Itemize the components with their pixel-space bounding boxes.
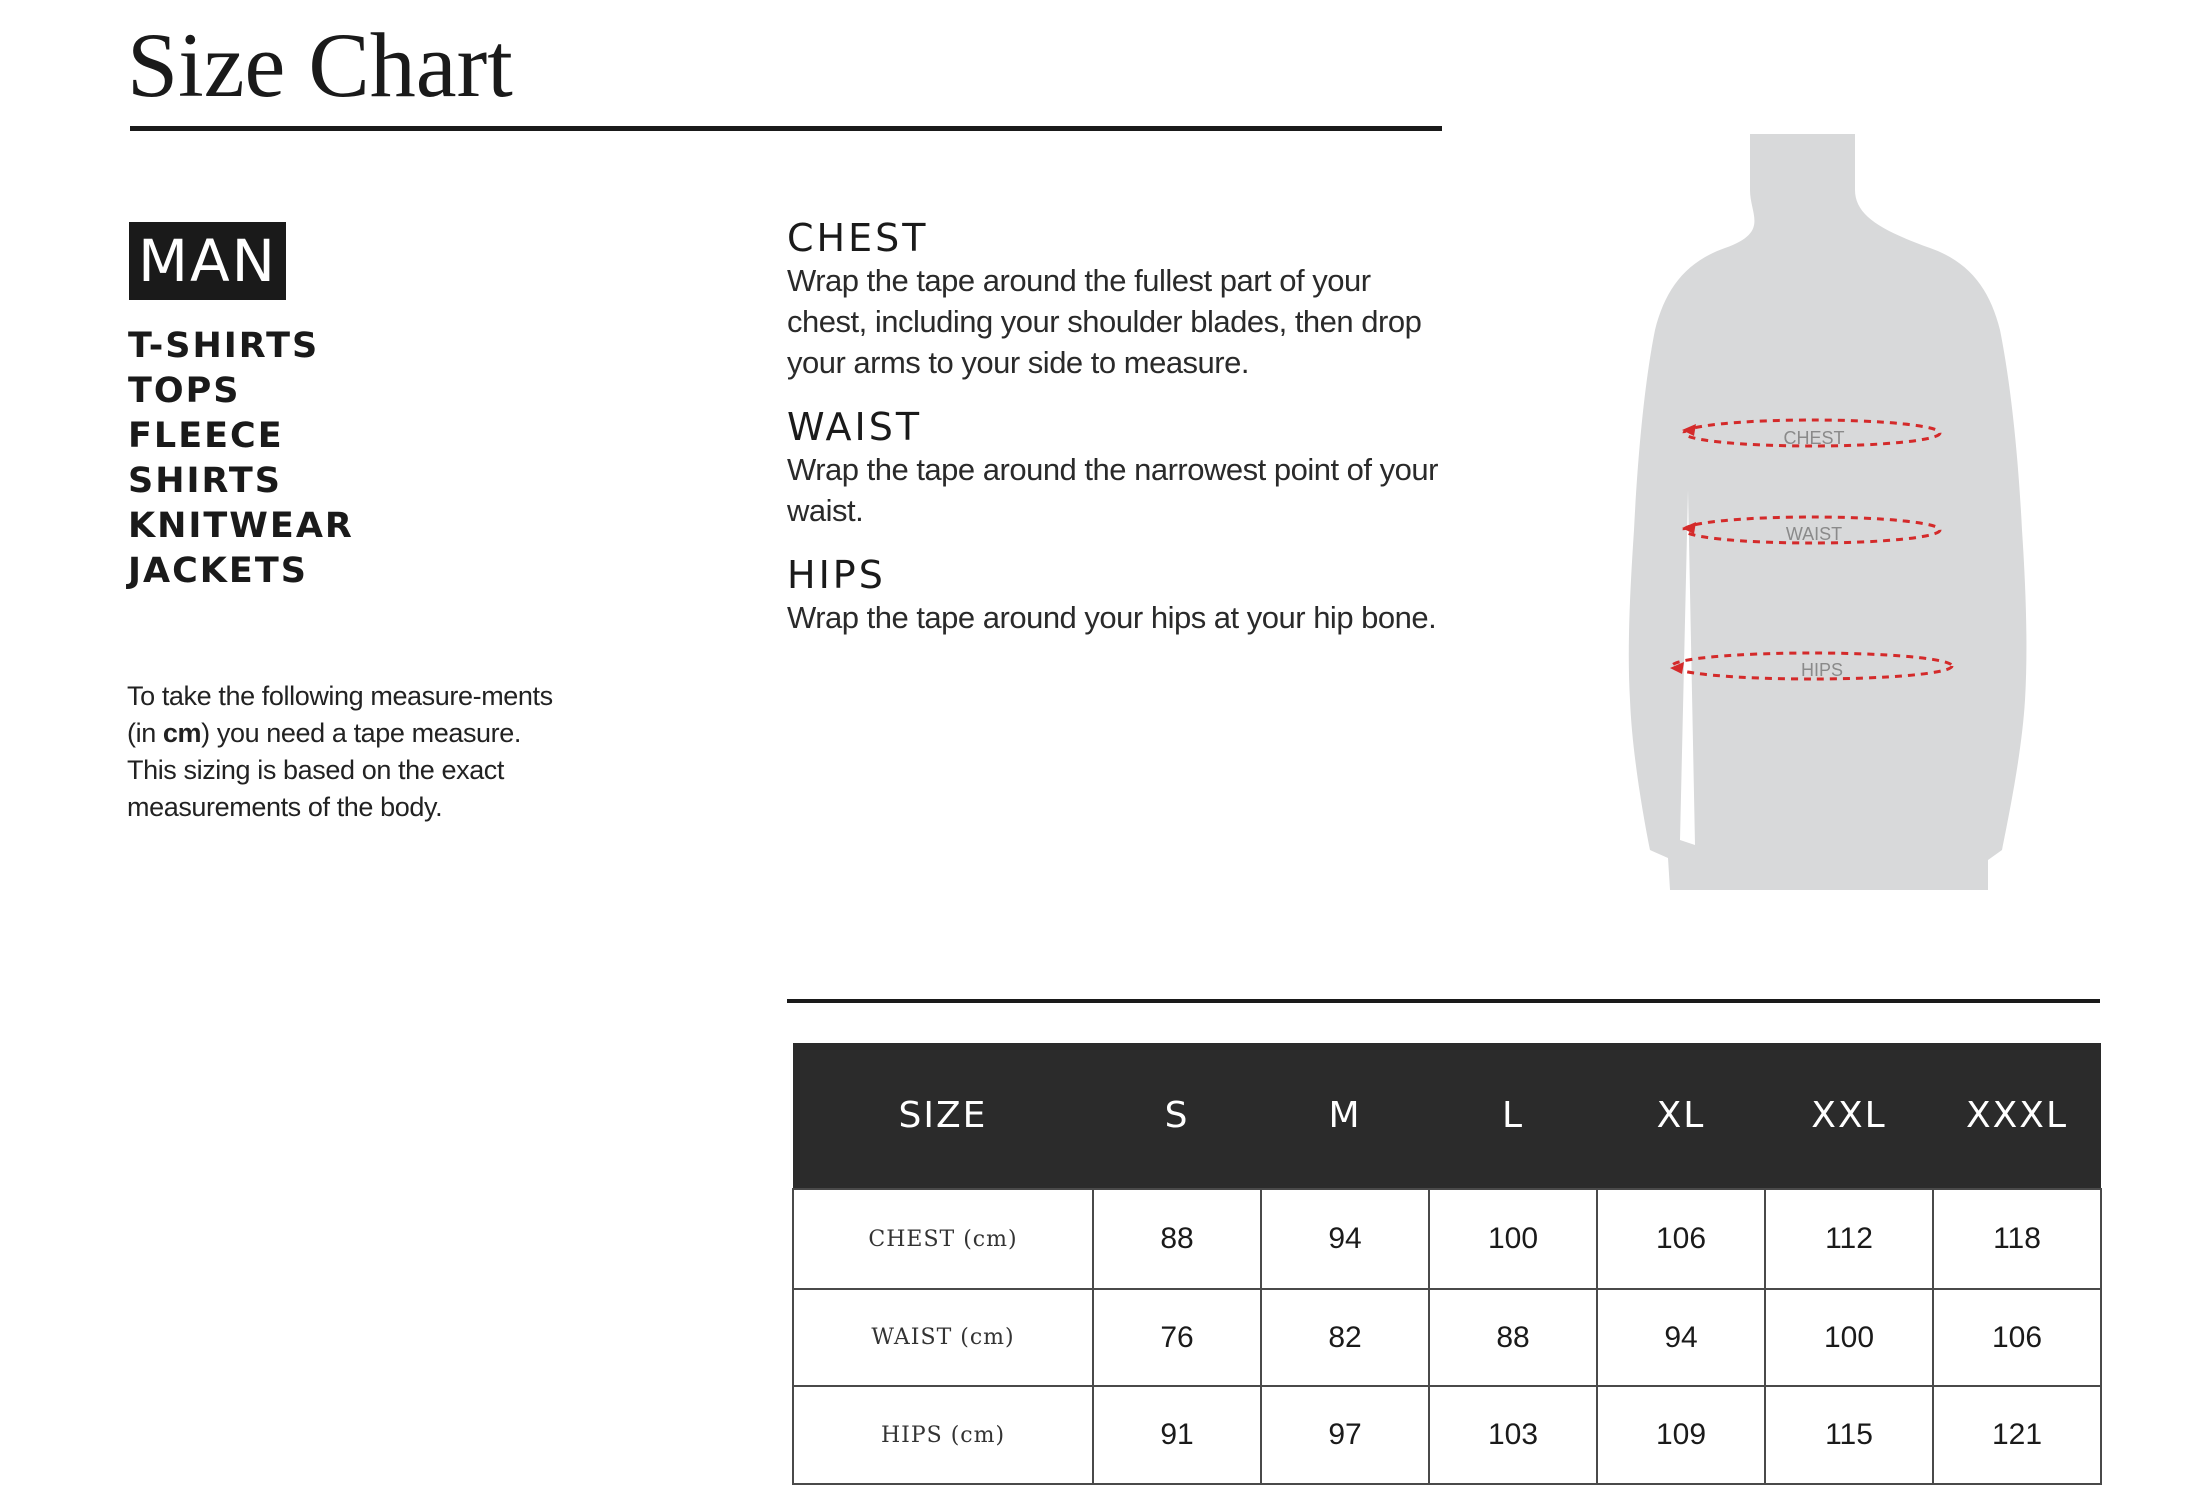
- gender-badge: MAN: [129, 222, 286, 300]
- measurement-note-line1: To take the following measure-ments (in cm) you need a tape measure.: [127, 681, 553, 748]
- measurement-note-line2: This sizing is based on the exact measurements of the body.: [127, 755, 505, 822]
- category-item-fleece: FLEECE: [128, 416, 284, 456]
- category-item-shirts: SHIRTS: [128, 461, 282, 501]
- size-table: [792, 1043, 2102, 1485]
- instruction-heading: HIPS: [787, 553, 886, 597]
- instruction-waist: [787, 405, 1457, 531]
- body-silhouette-figure: [1570, 130, 2070, 890]
- table-header-row: [793, 1043, 2101, 1189]
- table-cell: 88: [1429, 1289, 1597, 1386]
- table-cell: 100: [1429, 1189, 1597, 1289]
- table-cell: 82: [1261, 1289, 1429, 1386]
- instruction-text: Wrap the tape around your hips at your hip bone.: [787, 600, 1437, 635]
- measuring-instructions: [787, 216, 1457, 660]
- table-cell: 109: [1597, 1386, 1765, 1484]
- size-header-m: M: [1261, 1043, 1429, 1189]
- instruction-chest: [787, 216, 1457, 383]
- size-header-xxxl: XXXL: [1933, 1043, 2101, 1189]
- table-cell: 91: [1093, 1386, 1261, 1484]
- table-cell: 115: [1765, 1386, 1933, 1484]
- row-label: WAIST (cm): [793, 1289, 1093, 1386]
- category-item-t-shirts: T-SHIRTS: [128, 326, 320, 366]
- table-cell: 94: [1597, 1289, 1765, 1386]
- table-cell: 103: [1429, 1386, 1597, 1484]
- instruction-heading: CHEST: [787, 216, 929, 260]
- table-cell: 106: [1597, 1189, 1765, 1289]
- instruction-hips: [787, 553, 1457, 638]
- instruction-heading: WAIST: [787, 405, 923, 449]
- table-cell: 94: [1261, 1189, 1429, 1289]
- category-item-jackets: JACKETS: [128, 551, 308, 591]
- waist-tape-label: WAIST: [1785, 524, 1843, 544]
- table-cell: 112: [1765, 1189, 1933, 1289]
- size-header-s: S: [1093, 1043, 1261, 1189]
- table-row-chest: [793, 1189, 2101, 1289]
- category-list: [128, 324, 354, 594]
- category-item-tops: TOPS: [128, 371, 241, 411]
- table-row-waist: [793, 1289, 2101, 1386]
- table-cell: 106: [1933, 1289, 2101, 1386]
- category-item-knitwear: KNITWEAR: [128, 506, 354, 546]
- page-title: Size Chart: [127, 14, 513, 116]
- hips-tape-label: HIPS: [1800, 660, 1844, 680]
- row-label: CHEST (cm): [793, 1189, 1093, 1289]
- table-cell: 88: [1093, 1189, 1261, 1289]
- instruction-text: Wrap the tape around the fullest part of your chest, including your shoulder blades, then drop your arms to your side to measure.: [787, 263, 1422, 380]
- size-header-xxl: XXL: [1765, 1043, 1933, 1189]
- size-header-xl: XL: [1597, 1043, 1765, 1189]
- title-divider: [130, 126, 1442, 131]
- table-cell: 121: [1933, 1386, 2101, 1484]
- table-row-hips: [793, 1386, 2101, 1484]
- table-cell: 97: [1261, 1386, 1429, 1484]
- size-header-l: L: [1429, 1043, 1597, 1189]
- table-cell: 76: [1093, 1289, 1261, 1386]
- table-divider: [787, 999, 2100, 1003]
- instruction-text: Wrap the tape around the narrowest point of your waist.: [787, 452, 1438, 528]
- measurement-note: [127, 678, 587, 826]
- size-header-label: SIZE: [793, 1043, 1093, 1189]
- table-cell: 118: [1933, 1189, 2101, 1289]
- table-cell: 100: [1765, 1289, 1933, 1386]
- unit-label: cm: [162, 718, 202, 748]
- chest-tape-label: CHEST: [1783, 428, 1845, 448]
- row-label: HIPS (cm): [793, 1386, 1093, 1484]
